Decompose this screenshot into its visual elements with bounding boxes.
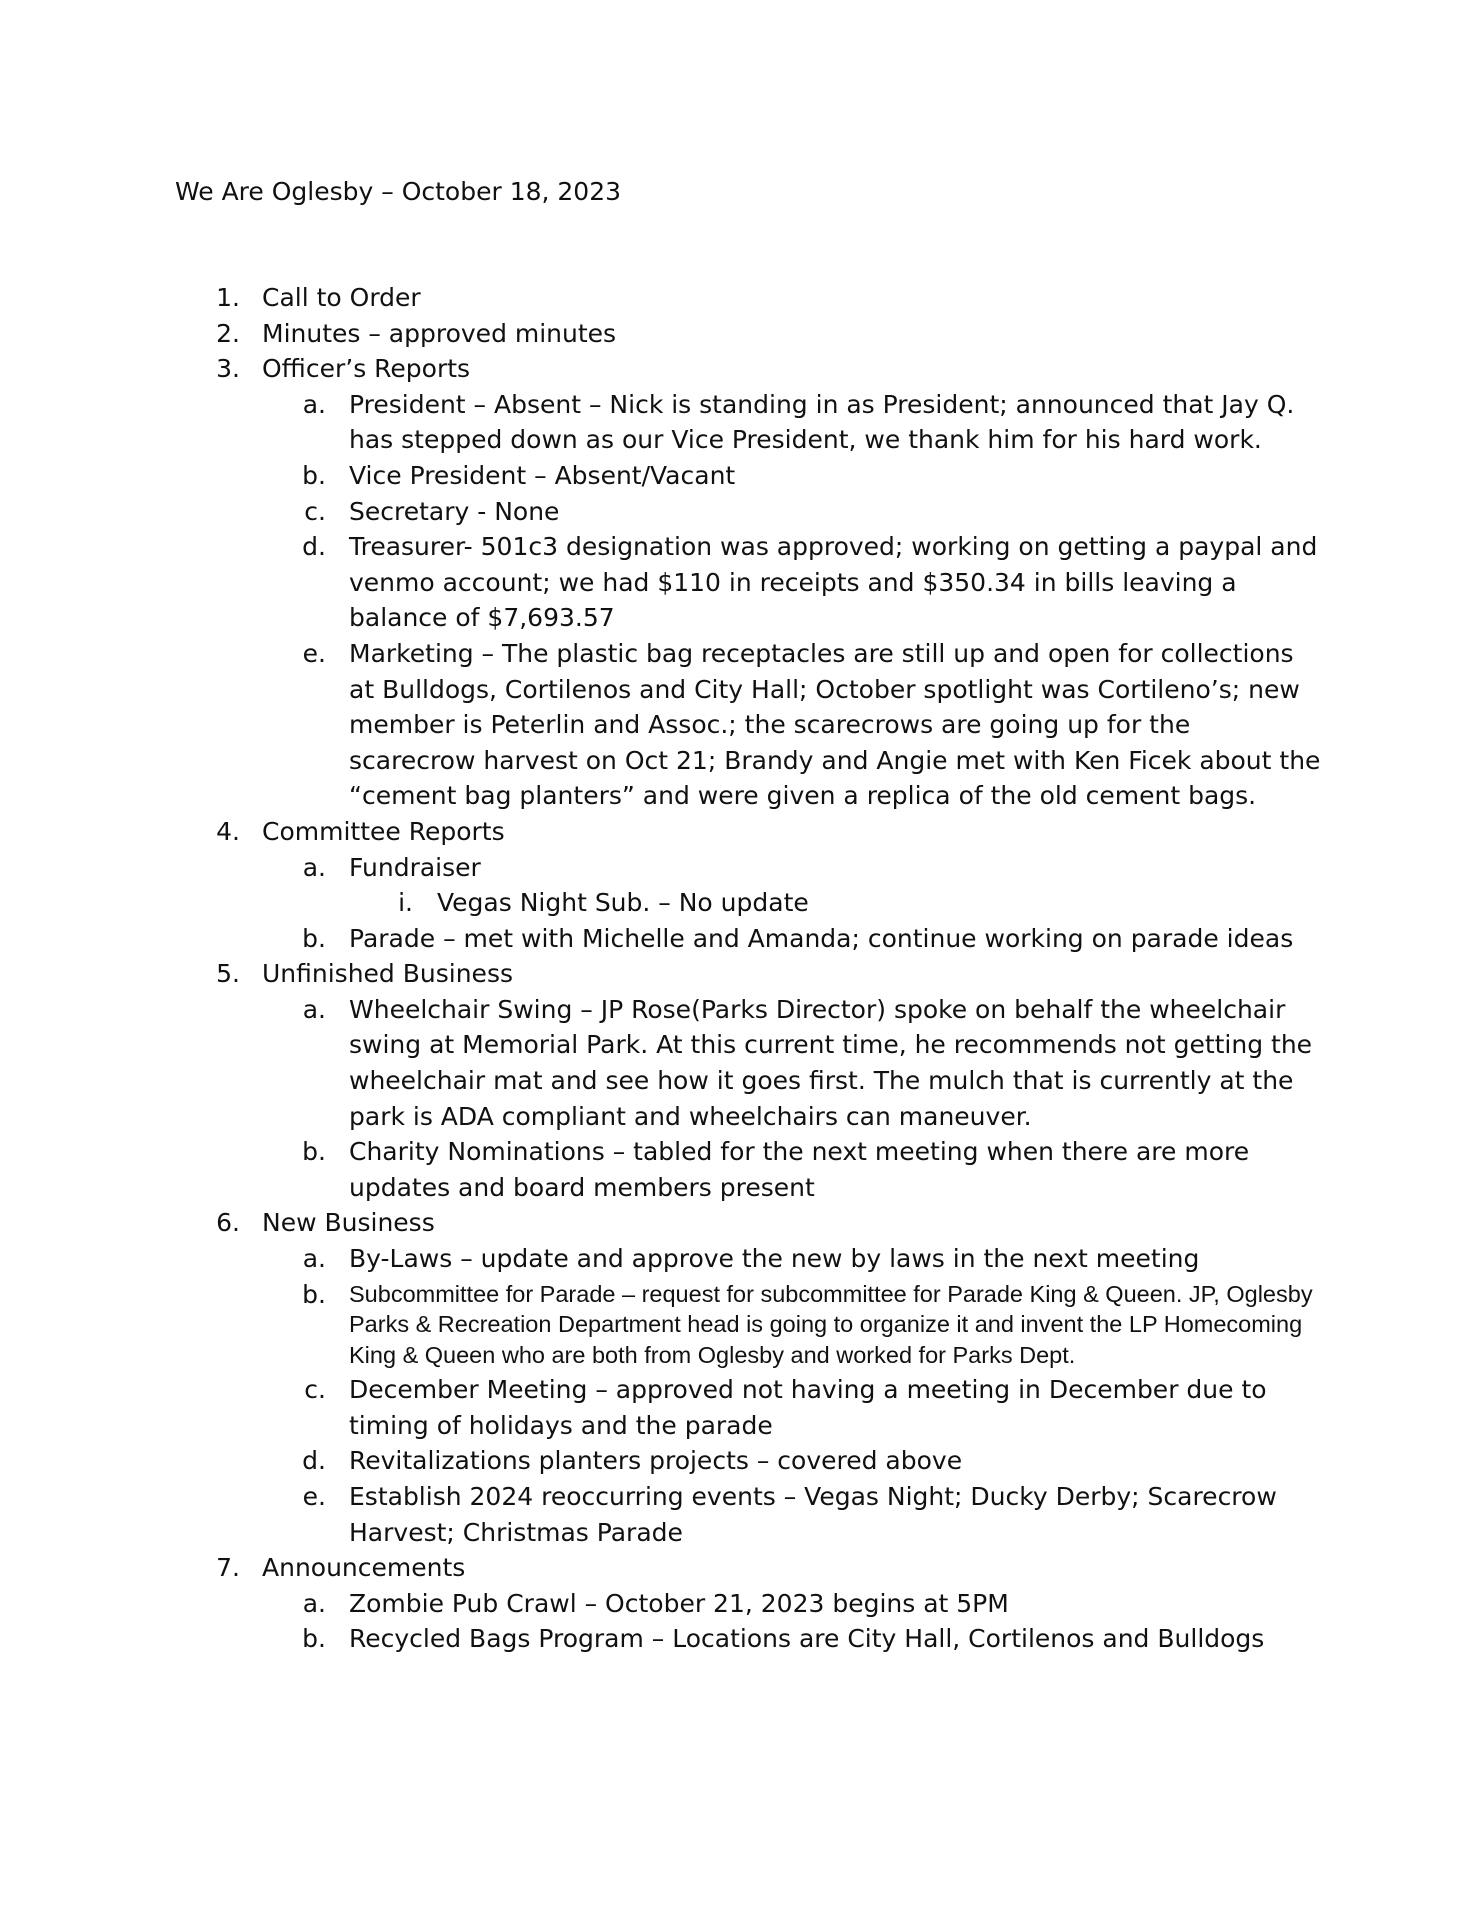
agenda-item-new-business (0, 1205, 1484, 1241)
sub-sub-item-vegas-night (0, 885, 1484, 921)
sub-item-parade (0, 921, 1484, 957)
list-item-text: Treasurer- 501c3 designation was approved; working on getting a paypal and venmo account; we had $110 in receipts and $350.34 in bills leaving a balance of $7,693.57 (349, 532, 1318, 633)
list-marker: a. (302, 1244, 326, 1274)
list-marker: a. (302, 389, 326, 419)
list-marker: 2. (216, 318, 240, 348)
agenda-item-officers-reports (0, 351, 1484, 387)
list-marker: d. (302, 1446, 326, 1476)
list-item-text: New Business (262, 1208, 435, 1238)
list-item-text: Announcements (262, 1553, 466, 1583)
list-marker: b. (302, 1279, 326, 1309)
list-marker: 4. (216, 816, 240, 846)
sub-item-charity-nominations (0, 1134, 1484, 1205)
list-item-text: Minutes – approved minutes (262, 318, 617, 348)
agenda-item-announcements (0, 1550, 1484, 1586)
list-marker: 6. (216, 1208, 240, 1238)
list-item-text: Charity Nominations – tabled for the next meeting when there are more updates and board members present (349, 1137, 1250, 1202)
list-item-text: Fundraiser (349, 852, 481, 882)
sub-item-2024-events (0, 1479, 1484, 1550)
list-marker: a. (302, 1588, 326, 1618)
list-marker: 3. (216, 354, 240, 384)
sub-item-revitalizations-planters (0, 1443, 1484, 1479)
agenda-outline (0, 280, 1484, 1657)
list-marker: b. (302, 460, 326, 490)
agenda-item-committee-reports (0, 814, 1484, 850)
agenda-item-unfinished-business (0, 956, 1484, 992)
sub-item-secretary (0, 494, 1484, 530)
list-marker: b. (302, 1624, 326, 1654)
sub-item-december-meeting (0, 1372, 1484, 1443)
sub-item-subcommittee-parade (0, 1277, 1484, 1373)
list-item-text: Marketing – The plastic bag receptacles are still up and open for collections at Bulldogs, Cortilenos and City Hall; October spotlight was Cortileno’s; new member is Peterlin and Assoc.; the scarecrows are going up for the scarecrow harvest on Oct 21; Brandy and Angie met with Ken Ficek about the “cement bag planters” and were given a replica of the old cement bags. (349, 638, 1321, 811)
list-marker: 5. (216, 959, 240, 989)
list-item-text: Zombie Pub Crawl – October 21, 2023 begins at 5PM (349, 1588, 1009, 1618)
list-marker: e. (302, 1481, 326, 1511)
sub-item-by-laws (0, 1241, 1484, 1277)
agenda-item-minutes (0, 316, 1484, 352)
list-marker: a. (302, 994, 326, 1024)
list-item-text: Subcommittee for Parade – request for subcommittee for Parade King & Queen. JP, Oglesby Parks & Recreation Department head is going to organize it and invent the LP Homecoming King & Queen who are both from Oglesby and worked for Parks Dept. (349, 1280, 1313, 1368)
list-item-text: President – Absent – Nick is standing in as President; announced that Jay Q. has stepped down as our Vice President, we thank him for his hard work. (349, 389, 1295, 455)
list-marker: 7. (216, 1553, 240, 1583)
sub-item-president (0, 387, 1484, 458)
list-item-text: Parade – met with Michelle and Amanda; continue working on parade ideas (349, 923, 1294, 953)
list-item-text: Recycled Bags Program – Locations are City Hall, Cortilenos and Bulldogs (349, 1624, 1265, 1654)
list-item-text: Establish 2024 reoccurring events – Vegas Night; Ducky Derby; Scarecrow Harvest; Christmas Parade (349, 1481, 1277, 1547)
list-marker: b. (302, 923, 326, 953)
sub-item-fundraiser (0, 850, 1484, 886)
list-item-text: Officer’s Reports (262, 354, 471, 384)
list-marker: c. (304, 496, 326, 526)
list-marker: a. (302, 852, 326, 882)
list-marker: i. (398, 888, 413, 918)
list-item-text: Vegas Night Sub. – No update (437, 888, 809, 918)
agenda-item-call-to-order (0, 280, 1484, 316)
list-item-text: Call to Order (262, 283, 421, 312)
list-item-text: Unfinished Business (262, 959, 513, 989)
list-marker: c. (304, 1375, 326, 1405)
list-item-text: Revitalizations planters projects – covered above (349, 1446, 963, 1476)
sub-item-vice-president (0, 458, 1484, 494)
list-item-text: Secretary - None (349, 496, 560, 526)
list-marker: 1. (216, 283, 240, 312)
sub-item-marketing (0, 636, 1484, 814)
list-item-text: By-Laws – update and approve the new by laws in the next meeting (349, 1244, 1200, 1274)
sub-item-recycled-bags (0, 1621, 1484, 1657)
list-item-text: Wheelchair Swing – JP Rose(Parks Director) spoke on behalf the wheelchair swing at Memorial Park. At this current time, he recommends not getting the wheelchair mat and see how it goes first. The mulch that is currently at the park is ADA compliant and wheelchairs can maneuver. (349, 994, 1313, 1131)
list-marker: b. (302, 1137, 326, 1167)
sub-item-wheelchair-swing (0, 992, 1484, 1134)
sub-item-treasurer (0, 529, 1484, 636)
document-title: We Are Oglesby – October 18, 2023 (175, 177, 622, 206)
list-item-text: Vice President – Absent/Vacant (349, 460, 736, 490)
sub-item-zombie-pub-crawl (0, 1586, 1484, 1622)
list-marker: d. (302, 532, 326, 562)
list-item-text: Committee Reports (262, 816, 505, 846)
list-item-text: December Meeting – approved not having a meeting in December due to timing of holidays and the parade (349, 1375, 1267, 1440)
list-marker: e. (302, 638, 326, 668)
